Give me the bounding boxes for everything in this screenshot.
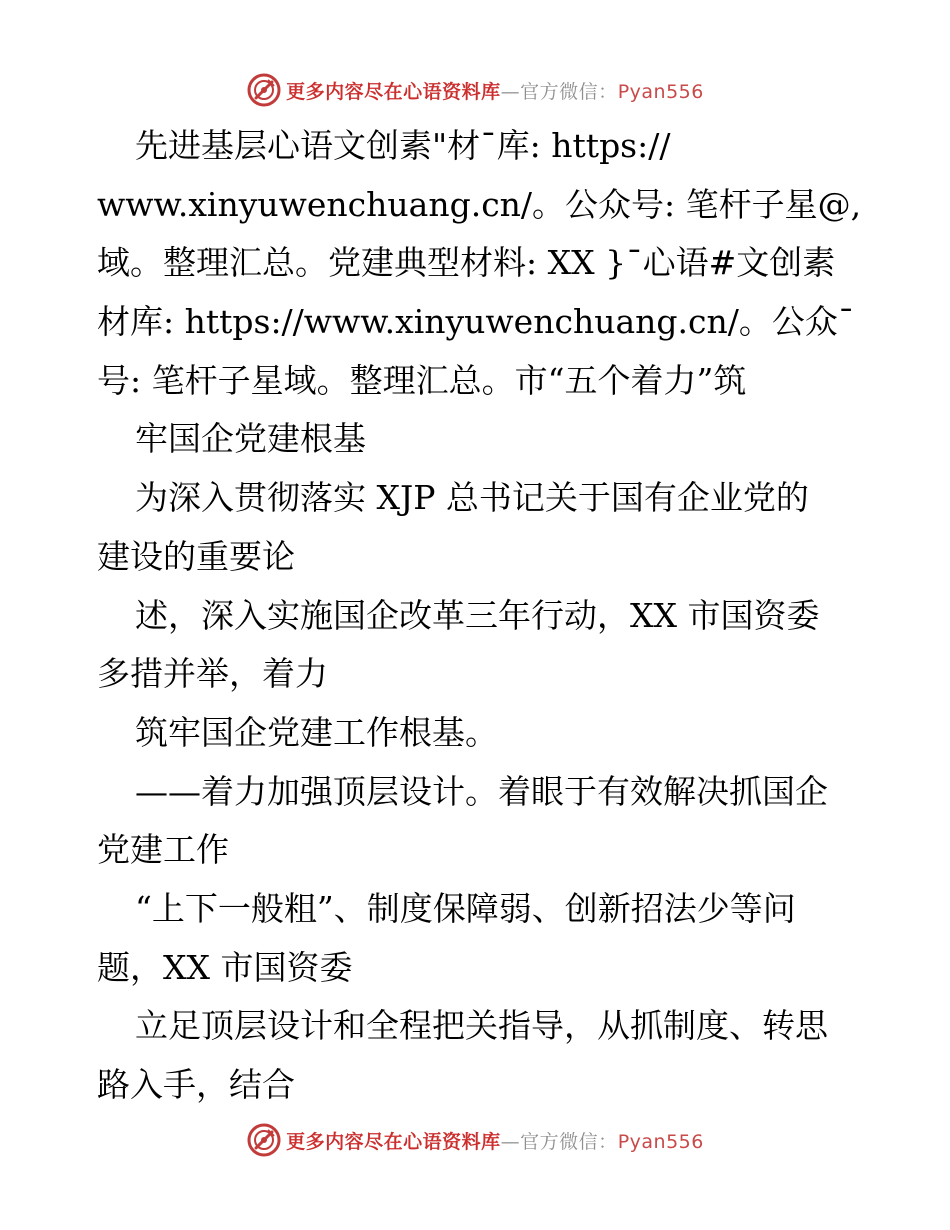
body-line: 筑牢国企党建工作根基。 [135,712,498,752]
body-line: ——着力加强顶层设计。着眼于有效解决抓国企 [135,771,828,811]
body-line: 先进基层心语文创素"材¯库: https:// [135,126,671,165]
watermark-text: 更多内容尽在心语资料库—官方微信：Pyan556 [286,1130,704,1153]
body-line: 域。整理汇总。党建典型材料: XX }¯心语#文创素 [97,243,836,283]
body-line: 为深入贯彻落实 XJP 总书记关于国有企业党的 [135,478,809,518]
body-line: 党建工作 [97,830,229,870]
seal-logo-icon [246,72,282,108]
body-line: 建设的重要论 [97,536,295,576]
body-line: 述，深入实施国企改革三年行动，XX 市国资委 [135,595,820,635]
body-line: 立足顶层设计和全程把关指导，从抓制度、转思 [135,1006,828,1046]
body-line: 号: 笔杆子星域。整理汇总。市“五个着力”筑 [97,360,747,400]
body-line: 题，XX 市国资委 [97,947,353,987]
header-watermark [0,70,950,110]
seal-logo-icon [246,1122,282,1158]
body-line: 材库: https://www.xinyuwenchuang.cn/。公众¯ [97,302,855,342]
document-body [97,117,867,1115]
body-line: www.xinyuwenchuang.cn/。公众号: 笔杆子星@, [97,184,862,224]
body-line: 多措并举，着力 [97,654,328,694]
body-line: 路入手，结合 [97,1065,295,1104]
footer-watermark [0,1120,950,1160]
body-line: “上下一般粗”、制度保障弱、创新招法少等问 [135,888,796,928]
section-title: 牢国企党建根基 [135,419,366,459]
watermark-text: 更多内容尽在心语资料库—官方微信：Pyan556 [286,80,704,103]
